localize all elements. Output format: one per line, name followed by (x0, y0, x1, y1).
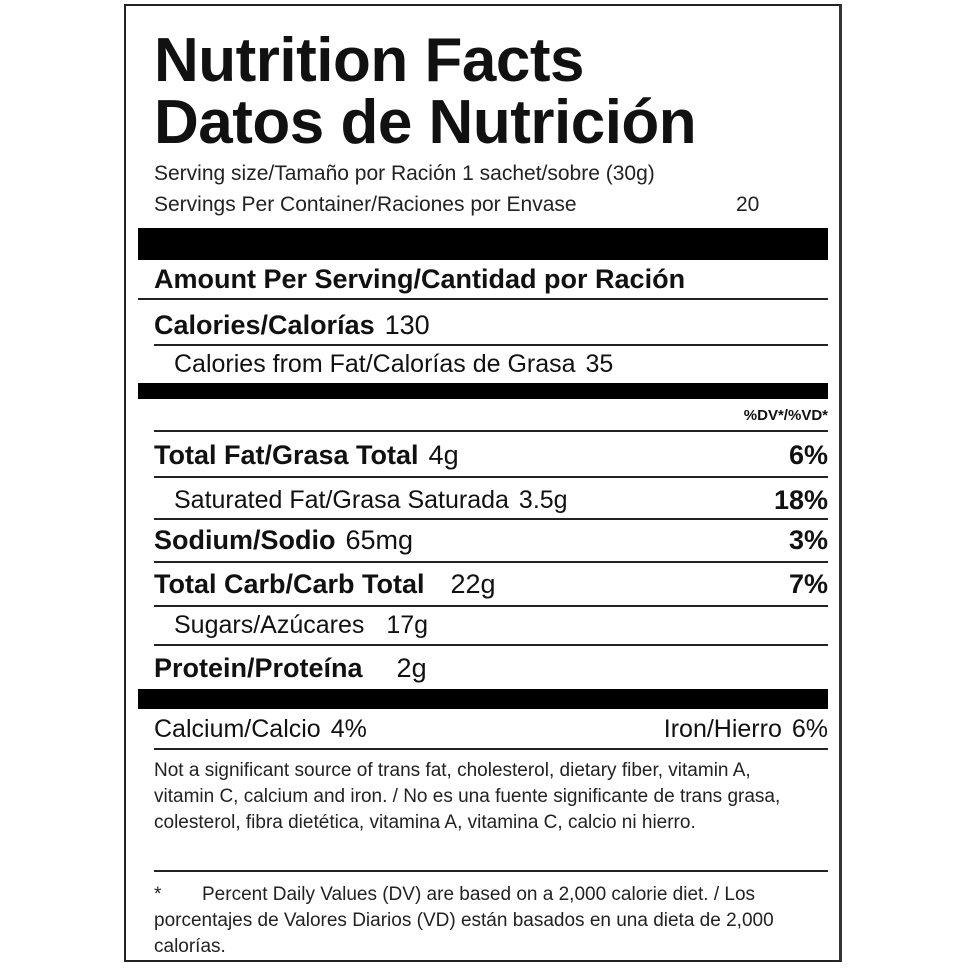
divider (154, 344, 828, 346)
iron-group (664, 714, 828, 744)
daily-value-footnote-text: Percent Daily Values (DV) are based on a 2,000 calorie diet. / Los porcentajes de Valores Diarios (VD) están basados en una dieta de 2,000 calorías. (154, 884, 774, 957)
divider (154, 644, 828, 646)
thick-divider (138, 228, 828, 260)
title-spanish: Datos de Nutrición (154, 88, 697, 157)
protein-amount: 2g (396, 653, 427, 683)
total-fat-row (154, 440, 828, 470)
footnote-asterisk: * (154, 884, 162, 905)
sugars-label: Sugars/Azúcares (174, 611, 365, 639)
divider (154, 430, 828, 432)
iron-value: 6% (791, 715, 828, 743)
daily-value-footnote (154, 882, 814, 960)
divider (154, 870, 828, 872)
divider (154, 476, 828, 478)
total-carb-dv: 7% (788, 569, 828, 599)
calcium-value: 4% (330, 715, 367, 743)
amount-per-serving-header (154, 264, 828, 294)
calories-label: Calories/Calorías (154, 310, 375, 340)
nutrition-facts-label (124, 4, 842, 962)
medium-divider (138, 383, 828, 399)
protein-label: Protein/Proteína (154, 653, 363, 683)
saturated-fat-amount: 3.5g (518, 486, 568, 514)
serving-size: Serving size/Tamaño por Ración 1 sachet/sobre (30g) (154, 162, 655, 185)
thick-divider (138, 689, 828, 709)
total-fat-label: Total Fat/Grasa Total (154, 440, 419, 470)
sodium-row (154, 525, 828, 555)
minerals-row (154, 714, 828, 744)
sugars-row (174, 610, 828, 640)
total-carb-row (154, 569, 828, 599)
daily-value-header: %DV*/%VD* (743, 407, 828, 424)
sodium-label: Sodium/Sodio (154, 525, 336, 555)
protein-row (154, 653, 828, 683)
servings-per-container-value: 20 (736, 193, 760, 216)
not-significant-source-note: Not a significant source of trans fat, cholesterol, dietary fiber, vitamin A, vitamin C, calcium and iron. / No es una fuente significante de trans grasa, colesterol, fibra dietética, vitamina A, vitamina C, calcio ni hierro. (154, 760, 781, 833)
sodium-amount: 65mg (345, 525, 414, 555)
calories-row (154, 310, 828, 340)
saturated-fat-dv: 18% (773, 485, 828, 515)
divider (138, 298, 828, 300)
saturated-fat-row (174, 485, 828, 515)
saturated-fat-label: Saturated Fat/Grasa Saturada (174, 486, 509, 514)
total-fat-amount: 4g (428, 440, 459, 470)
calories-from-fat-value: 35 (585, 350, 614, 378)
calories-from-fat-label: Calories from Fat/Calorías de Grasa (174, 350, 576, 378)
title-english: Nutrition Facts (154, 26, 584, 95)
divider (154, 748, 828, 750)
iron-label: Iron/Hierro (663, 715, 782, 743)
calories-from-fat-row (174, 349, 828, 379)
servings-per-container-label: Servings Per Container/Raciones por Envase (154, 193, 577, 216)
calories-value: 130 (384, 310, 430, 340)
amount-per-serving-label: Amount Per Serving/Cantidad por Ración (154, 264, 686, 294)
sodium-dv: 3% (788, 525, 828, 555)
total-carb-label: Total Carb/Carb Total (154, 569, 425, 599)
divider (154, 561, 828, 563)
total-fat-dv: 6% (788, 440, 828, 470)
calcium-label: Calcium/Calcio (154, 715, 321, 743)
divider (154, 605, 828, 607)
sugars-amount: 17g (386, 611, 429, 639)
total-carb-amount: 22g (450, 569, 496, 599)
divider (154, 518, 828, 520)
